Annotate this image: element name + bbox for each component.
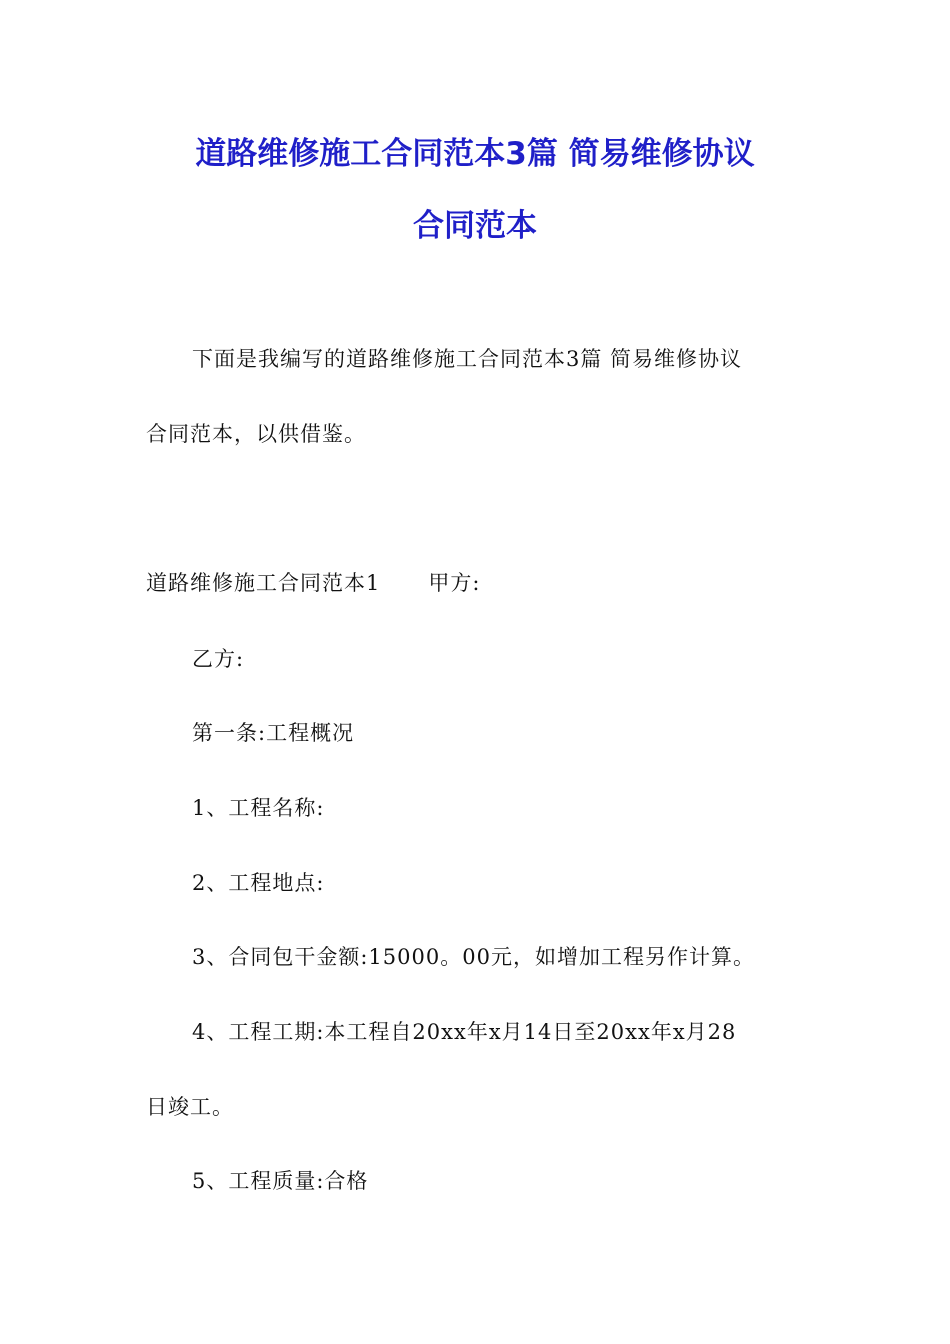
item-project-location: 2、工程地点:	[192, 871, 325, 895]
intro-paragraph-line-1: 下面是我编写的道路维修施工合同范本3篇 简易维修协议	[192, 347, 743, 371]
intro-paragraph-line-2: 合同范本，以供借鉴。	[146, 422, 366, 446]
party-b-label: 乙方:	[192, 647, 245, 671]
item-project-name: 1、工程名称:	[192, 796, 325, 820]
item-project-period-line-2: 日竣工。	[146, 1095, 234, 1119]
item-project-quality: 5、工程质量:合格	[192, 1169, 369, 1193]
document-title-line-1: 道路维修施工合同范本3篇 简易维修协议	[195, 136, 755, 172]
section-heading-row	[146, 568, 480, 598]
section-heading: 道路维修施工合同范本1	[146, 571, 381, 595]
party-a-label: 甲方:	[428, 571, 481, 595]
article-1-heading: 第一条:工程概况	[192, 721, 355, 745]
item-project-period-line-1: 4、工程工期:本工程自20xx年x月14日至20xx年x月28	[192, 1020, 737, 1044]
item-contract-amount: 3、合同包干金额:15000。00元，如增加工程另作计算。	[192, 945, 755, 969]
document-title-line-2: 合同范本	[413, 208, 537, 244]
